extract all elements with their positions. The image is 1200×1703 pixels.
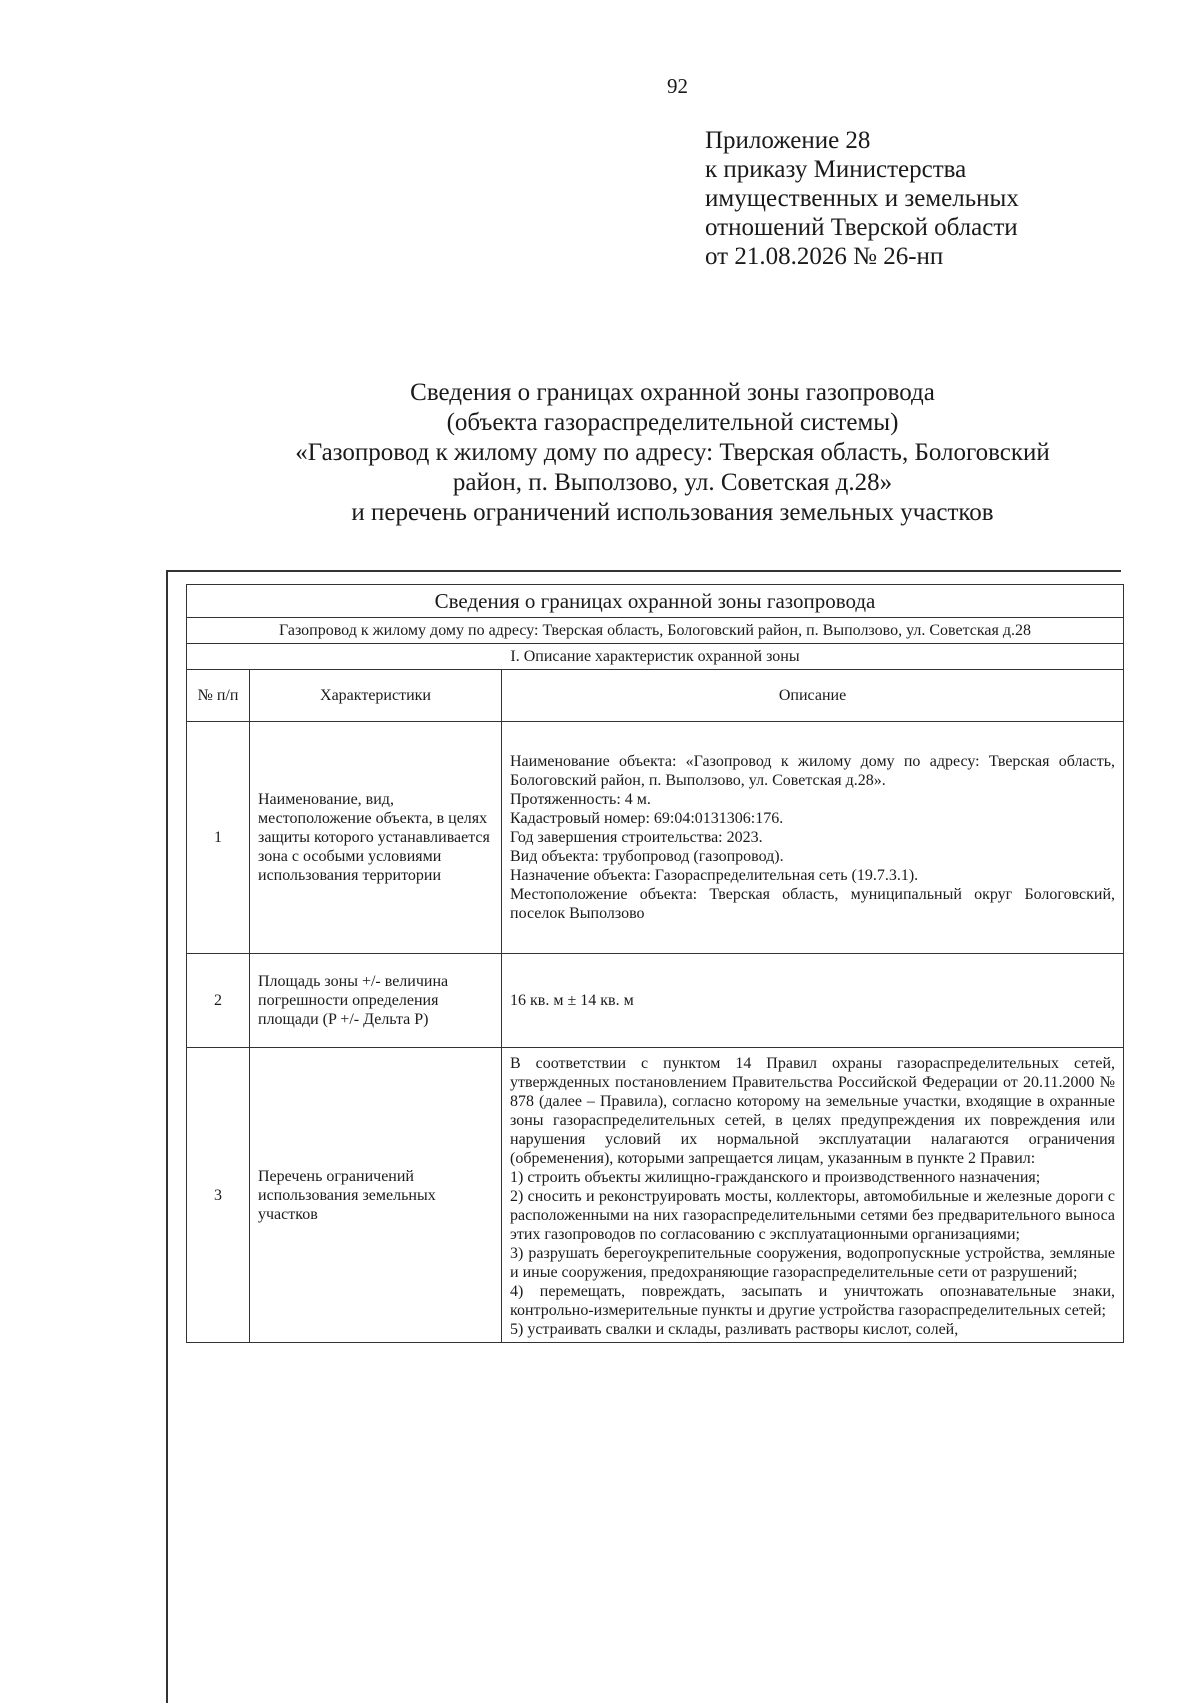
description-line: В соответствии с пунктом 14 Правил охраны газораспределительных сетей, утвержденных постановлением Правительства Российской Федерации от 20.11.2000 № 878 (далее – Правила), согласно которому на земельные участки, входящие в охранные зоны газораспределительных сетей, в целях предупреждения их повреждения или нарушения условий их нормальной эксплуатации налагаются ограничения (обременения), которыми запрещается лицам, указанным в пункте 2 Правил:: [510, 1055, 1116, 1167]
title-line: «Газопровод к жилому дому по адресу: Тверская область, Бологовский: [295, 439, 1050, 466]
appendix-block: [705, 126, 1019, 271]
row-characteristic: Площадь зоны +/- величина погрешности определения площади (P +/- Дельта P): [250, 954, 502, 1048]
row-characteristic: Перечень ограничений использования земельных участков: [250, 1048, 502, 1343]
zone-info-table: [186, 584, 1124, 1343]
description-line: Протяженность: 4 м.: [510, 791, 651, 808]
table-heading: Сведения о границах охранной зоны газопровода: [187, 585, 1124, 618]
title-line: (объекта газораспределительной системы): [446, 409, 899, 436]
title-line: Сведения о границах охранной зоны газопровода: [410, 379, 935, 406]
row-number: 3: [187, 1048, 250, 1343]
row-description: [502, 1048, 1124, 1343]
description-line: Местоположение объекта: Тверская область, муниципальный округ Бологовский, поселок Выползово: [510, 886, 1116, 922]
row-characteristic: Наименование, вид, местоположение объекта, в целях защиты которого устанавливается зона с особыми условиями использования территории: [250, 722, 502, 954]
description-line: Кадастровый номер: 69:04:0131306:176.: [510, 810, 784, 827]
row-number: 2: [187, 954, 250, 1048]
description-line: 5) устраивать свалки и склады, разливать растворы кислот, солей,: [510, 1321, 959, 1338]
page-number: 92: [667, 74, 688, 98]
appendix-line: к приказу Министерства: [705, 156, 967, 183]
title-line: район, п. Выползово, ул. Советская д.28»: [452, 469, 893, 496]
description-line: Вид объекта: трубопровод (газопровод).: [510, 848, 784, 865]
appendix-line: от 21.08.2026 № 26-нп: [705, 243, 944, 270]
document-title: [220, 378, 1125, 528]
description-line: 16 кв. м ± 14 кв. м: [510, 992, 634, 1009]
description-line: 2) сносить и реконструировать мосты, коллекторы, автомобильные и железные дороги с расположенными на них газораспределительными сетями без предварительного выноса этих газопроводов по согласованию с эксплуатационными организациями;: [510, 1188, 1116, 1243]
appendix-line: имущественных и земельных: [705, 185, 1019, 212]
row-description: [502, 954, 1124, 1048]
column-header-characteristics: Характеристики: [250, 670, 502, 722]
description-line: Назначение объекта: Газораспределительная сеть (19.7.3.1).: [510, 867, 919, 884]
table-row: [187, 1048, 1124, 1343]
row-number: 1: [187, 722, 250, 954]
description-line: 3) разрушать берегоукрепительные сооружения, водопропускные устройства, земляные и иные сооружения, предохраняющие газораспределительные сети от разрушений;: [510, 1245, 1116, 1281]
table-row: [187, 954, 1124, 1048]
description-line: 4) перемещать, повреждать, засыпать и уничтожать опознавательные знаки, контрольно-измерительные пункты и другие устройства газораспределительных сетей;: [510, 1283, 1116, 1319]
table-object-name: Газопровод к жилому дому по адресу: Тверская область, Бологовский район, п. Выползово, ул. Советская д.28: [187, 618, 1124, 644]
description-line: 1) строить объекты жилищно-гражданского и производственного назначения;: [510, 1169, 1041, 1186]
column-header-description: Описание: [502, 670, 1124, 722]
column-header-number: № п/п: [187, 670, 250, 722]
appendix-line: Приложение 28: [705, 127, 871, 154]
table-row: [187, 722, 1124, 954]
description-line: Год завершения строительства: 2023.: [510, 829, 763, 846]
description-line: Наименование объекта: «Газопровод к жилому дому по адресу: Тверская область, Бологовский район, п. Выползово, ул. Советская д.28».: [510, 753, 1116, 789]
appendix-line: отношений Тверской области: [705, 214, 1018, 241]
row-description: [502, 722, 1124, 954]
title-line: и перечень ограничений использования земельных участков: [351, 499, 994, 526]
table-section-title: I. Описание характеристик охранной зоны: [187, 644, 1124, 670]
